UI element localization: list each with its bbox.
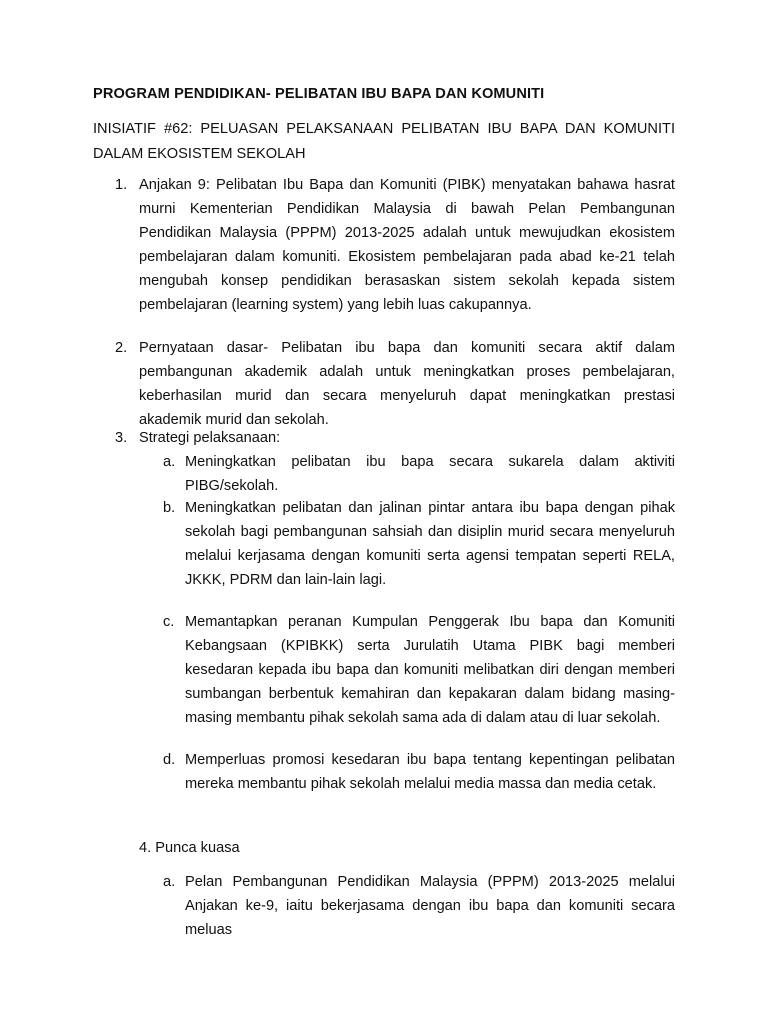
section-4-heading: 4. Punca kuasa (139, 840, 240, 856)
list-item-text: Anjakan 9: Pelibatan Ibu Bapa dan Komuniti (PIBK) menyatakan bahawa hasrat murni Kementerian Pendidikan Malaysia di bawah Pelan Pembangunan Pendidikan Malaysia (PPPM) 2013-2025 adalah untuk mewujudkan ekosistem pembelajaran dalam komuniti. Ekosistem pembelajaran pada abad ke-21 telah mengubah konsep pendidikan berasaskan sistem sekolah kepada sistem pembelajaran (learning system) yang lebih luas cakupannya. (139, 177, 675, 314)
initiative-heading-line1: INISIATIF #62: PELUASAN PELAKSANAAN PELIBATAN IBU BAPA DAN KOMUNITI (93, 121, 675, 137)
strategy-text: Memantapkan peranan Kumpulan Penggerak Ibu bapa dan Komuniti Kebangsaan (KPIBKK) serta Jurulatih Utama PIBK bagi memberi kesedaran kepada ibu bapa dan komuniti melibatkan diri dengan memberi sumbangan berbentuk kemahiran dan kepakaran dalam bidang masing-masing membantu pihak sekolah sama ada di dalam atau di luar sekolah. (185, 614, 675, 726)
authority-text: Pelan Pembangunan Pendidikan Malaysia (PPPM) 2013-2025 melalui Anjakan ke-9, iaitu bekerjasama dengan ibu bapa dan komuniti secara meluas (185, 874, 675, 938)
list-item-number: 3. (115, 430, 128, 446)
strategy-letter: d. (163, 752, 176, 768)
list-item-text: Pernyataan dasar- Pelibatan ibu bapa dan komuniti secara aktif dalam pembangunan akademik adalah untuk meningkatkan proses pembelajaran, keberhasilan murid dan secara menyeluruh dapat meningkatkan prestasi akademik murid dan sekolah. (139, 340, 675, 429)
authority-letter: a. (163, 874, 176, 890)
initiative-heading (93, 117, 675, 167)
strategy-letter: a. (163, 454, 176, 470)
initiative-heading-line2: DALAM EKOSISTEM SEKOLAH (93, 146, 306, 162)
list-item-number: 2. (115, 340, 128, 356)
document-title: PROGRAM PENDIDIKAN- PELIBATAN IBU BAPA DAN KOMUNITI (93, 86, 545, 102)
strategy-text: Memperluas promosi kesedaran ibu bapa tentang kepentingan pelibatan mereka membantu pihak sekolah melalui media massa dan media cetak. (185, 752, 675, 792)
strategy-letter: c. (163, 614, 175, 630)
list-item-number: 1. (115, 177, 128, 193)
strategy-text: Meningkatkan pelibatan dan jalinan pintar antara ibu bapa dengan pihak sekolah bagi pembangunan sahsiah dan disiplin murid secara menyeluruh melalui kerjasama dengan komuniti serta agensi tempatan seperti RELA, JKKK, PDRM dan lain-lain lagi. (185, 500, 675, 588)
strategy-text: Meningkatkan pelibatan ibu bapa secara sukarela dalam aktiviti PIBG/sekolah. (185, 454, 675, 494)
list-item-text: Strategi pelaksanaan: (139, 430, 281, 446)
strategy-letter: b. (163, 500, 176, 516)
